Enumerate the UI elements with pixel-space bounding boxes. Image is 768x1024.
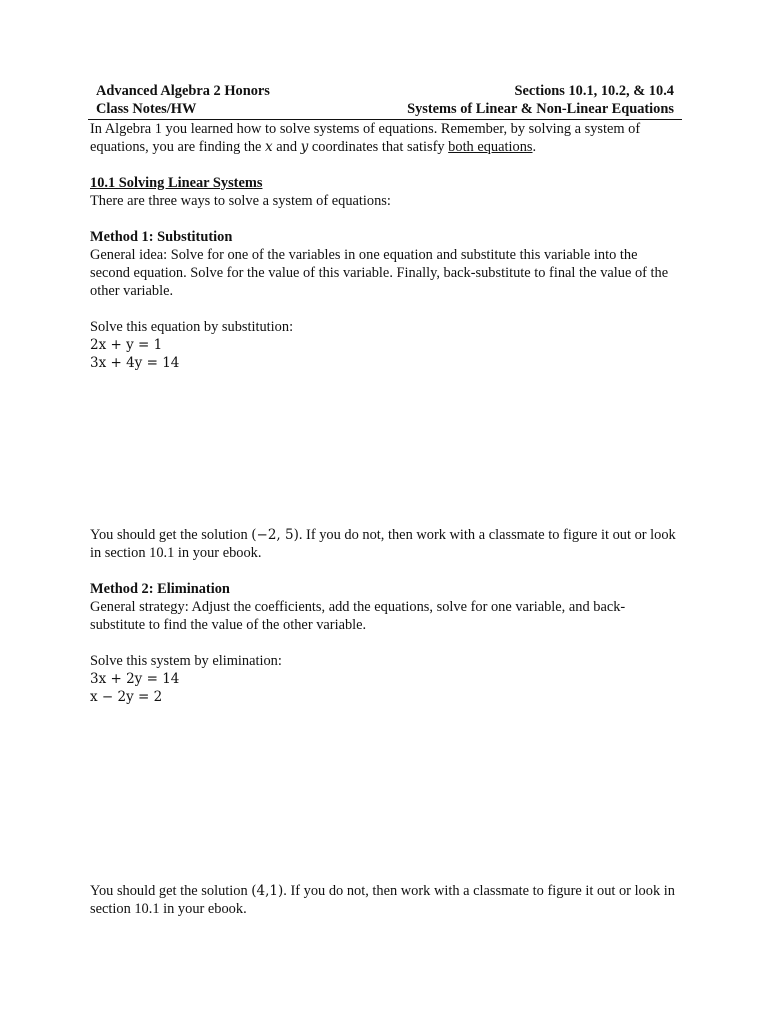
method1-prompt: Solve this equation by substitution:	[90, 319, 294, 335]
document-type: Class Notes/HW	[96, 101, 197, 117]
method2-description: General strategy: Adjust the coefficients, add the equations, solve for one variable, and back-substitute to find the value of the other variable.	[90, 599, 626, 633]
method2-solution-note	[90, 882, 680, 918]
method1-solution-post: . If you do not, then work with a classmate to figure it out or look in section 10.1 in your ebook.	[90, 527, 676, 561]
intro-text-and: and	[272, 139, 301, 155]
method1-solution-value: (−2, 5)	[251, 527, 299, 543]
method1-work-space	[90, 372, 680, 526]
intro-paragraph	[90, 120, 680, 156]
method1-equation-1: 2x + y = 1	[90, 337, 163, 353]
page-header	[88, 82, 682, 120]
method1-equation-2: 3x + 4y = 14	[90, 355, 180, 371]
intro-text-b: coordinates that satisfy	[308, 139, 449, 155]
document-body	[90, 120, 680, 918]
method2-equation-1: 3x + 2y = 14	[90, 671, 180, 687]
section-heading-10-1: 10.1 Solving Linear Systems	[90, 175, 263, 191]
method2-work-space	[90, 706, 680, 882]
method1-heading: Method 1: Substitution	[90, 229, 233, 245]
method2-equation-2: x − 2y = 2	[90, 689, 163, 705]
method1-description: General idea: Solve for one of the variables in one equation and substitute this variable into the second equation. Solve for the value of this variable. Finally, back-substitute to final the value of the other variable.	[90, 247, 669, 299]
section-numbers: Sections 10.1, 10.2, & 10.4	[514, 83, 674, 99]
intro-var-y: y	[300, 139, 309, 155]
header-row-2	[88, 100, 682, 118]
topic-title: Systems of Linear & Non-Linear Equations	[407, 101, 674, 117]
method2-solution-post: . If you do not, then work with a classmate to figure it out or look in section 10.1 in your ebook.	[90, 883, 675, 917]
method2-heading: Method 2: Elimination	[90, 581, 230, 597]
method2-prompt: Solve this system by elimination:	[90, 653, 282, 669]
method1-solution-pre: You should get the solution	[90, 527, 252, 543]
intro-text: In Algebra 1 you learned how to solve systems of equations. Remember, by solving a system of equations, you are finding the	[90, 121, 641, 155]
intro-var-x: x	[265, 139, 273, 155]
method1-solution-note	[90, 526, 680, 562]
intro-text-end: .	[532, 139, 537, 155]
method2-solution-pre: You should get the solution	[90, 883, 252, 899]
intro-underlined-phrase: both equations	[448, 139, 533, 155]
section-lead: There are three ways to solve a system of equations:	[90, 193, 391, 209]
header-row-1	[88, 82, 682, 100]
method2-solution-value: (4,1)	[251, 883, 284, 899]
course-title: Advanced Algebra 2 Honors	[96, 83, 270, 99]
